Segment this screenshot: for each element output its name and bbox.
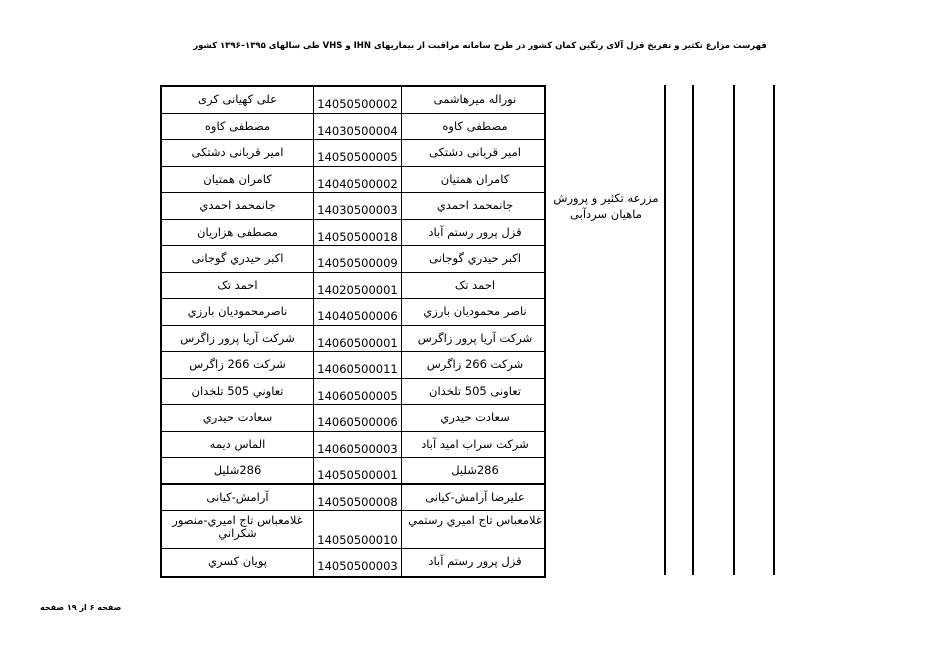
table-row <box>162 458 544 485</box>
owner-cell: غلامعباس تاج امیري-منصور شکراني <box>162 511 314 548</box>
farm-name-cell: شرکت سراب امید آباد <box>421 436 529 451</box>
farm-name-cell: نوراله میرهاشمی <box>433 92 517 106</box>
owner-cell: مصطفی هزاریان <box>162 220 314 246</box>
farm-type-label: مزرعه تکثیر و پرورش ماهیان سردآبی <box>553 191 659 221</box>
farm-name-cell: غلامعباس تاج امیري رستمي <box>408 513 542 527</box>
farms-table <box>160 85 546 578</box>
column-divider <box>773 85 775 575</box>
farm-name-cell: تعاونی 505 تلخدان <box>429 383 521 398</box>
farm-name-cell: علیرضا آرامش-کیانی <box>425 489 525 504</box>
code-cell: 14050500001 <box>314 458 402 483</box>
table-row <box>162 140 544 167</box>
column-divider <box>664 85 666 575</box>
table-row <box>162 405 544 432</box>
table-row <box>162 549 544 576</box>
table-row <box>162 273 544 300</box>
farm-name-cell: کامران همتیان <box>440 171 510 186</box>
table-row <box>162 352 544 379</box>
farm-name-cell: 286شلیل <box>451 463 499 477</box>
code-cell: 14020500001 <box>314 273 402 299</box>
code-cell: 14060500003 <box>314 432 402 458</box>
farm-name-cell: ناصر محمودیان بارزي <box>423 304 527 318</box>
table-row <box>162 511 544 549</box>
code-cell: 14050500010 <box>314 511 402 548</box>
code-cell: 14050500018 <box>314 220 402 246</box>
owner-cell: شرکت 266 زاگرس <box>162 352 314 378</box>
table-row <box>162 167 544 194</box>
farm-name-cell: امیر قربانی دشتکی <box>429 145 521 159</box>
table-row <box>162 326 544 353</box>
farm-name-cell: قزل پرور رستم آباد <box>428 224 522 239</box>
farm-name-cell: سعادت حیدري <box>440 410 510 424</box>
code-cell: 14040500006 <box>314 299 402 325</box>
code-cell: 14030500003 <box>314 193 402 219</box>
code-cell: 14040500002 <box>314 167 402 193</box>
owner-cell: شرکت آریا پرور زاگرس <box>162 326 314 352</box>
owner-cell: مصطفی کاوه <box>162 114 314 140</box>
code-cell: 14050500002 <box>314 87 402 113</box>
farm-name-cell: شرکت آریا پرور زاگرس <box>417 330 533 345</box>
farm-name-cell: شرکت 266 زاگرس <box>426 357 524 371</box>
owner-cell: جانمحمد احمدي <box>162 193 314 219</box>
owner-cell: علی کهیانی کری <box>162 87 314 113</box>
owner-cell: احمد تک <box>162 273 314 299</box>
code-cell: 14030500004 <box>314 114 402 140</box>
table-row <box>162 485 544 512</box>
farm-name-cell: قزل پرور رستم آباد <box>428 554 522 568</box>
code-cell: 14060500006 <box>314 405 402 431</box>
code-cell: 14060500005 <box>314 379 402 405</box>
column-divider <box>733 85 735 575</box>
page-number: صفحه ۶ از ۱۹ صفحه <box>40 603 122 612</box>
owner-cell: سعادت حیدري <box>162 405 314 431</box>
table-row <box>162 114 544 141</box>
table-row <box>162 193 544 220</box>
table-row <box>162 246 544 273</box>
table-row <box>162 87 544 114</box>
document-title: فهرست مزارع تکثیر و تفریخ قزل آلای رنگین کمان کشور در طرح سامانه مراقبت از بیماریهای IHN و VHS طی سالهای ۱۳۹۵–۱۳۹۶ کشور <box>193 41 767 51</box>
code-cell: 14050500008 <box>314 485 402 511</box>
owner-cell: ناصرمحمودیان بارزي <box>162 299 314 325</box>
farm-name-cell: احمد تک <box>454 277 496 292</box>
code-cell: 14060500001 <box>314 326 402 352</box>
owner-cell: تعاوني 505 تلخدان <box>162 379 314 405</box>
owner-cell: اکبر حیدري گوجانی <box>162 246 314 272</box>
code-cell: 14050500005 <box>314 140 402 166</box>
farm-name-cell: جانمحمد احمدي <box>436 198 514 212</box>
farm-name-cell: مصطفی کاوه <box>442 118 508 133</box>
column-divider <box>692 85 694 575</box>
owner-cell: الماس دیمه <box>162 432 314 458</box>
table-row <box>162 432 544 459</box>
code-cell: 14050500003 <box>314 549 402 576</box>
owner-cell: آرامش-کیانی <box>162 485 314 511</box>
owner-cell: 286شلیل <box>162 458 314 483</box>
code-cell: 14050500009 <box>314 246 402 272</box>
table-row <box>162 220 544 247</box>
owner-cell: امیر قربانی دشتکی <box>162 140 314 166</box>
owner-cell: پویان کسري <box>162 549 314 576</box>
farm-name-cell: اکبر حیدري گوجانی <box>429 251 521 265</box>
table-row <box>162 299 544 326</box>
code-cell: 14060500011 <box>314 352 402 378</box>
table-row <box>162 379 544 406</box>
owner-cell: کامران همتیان <box>162 167 314 193</box>
